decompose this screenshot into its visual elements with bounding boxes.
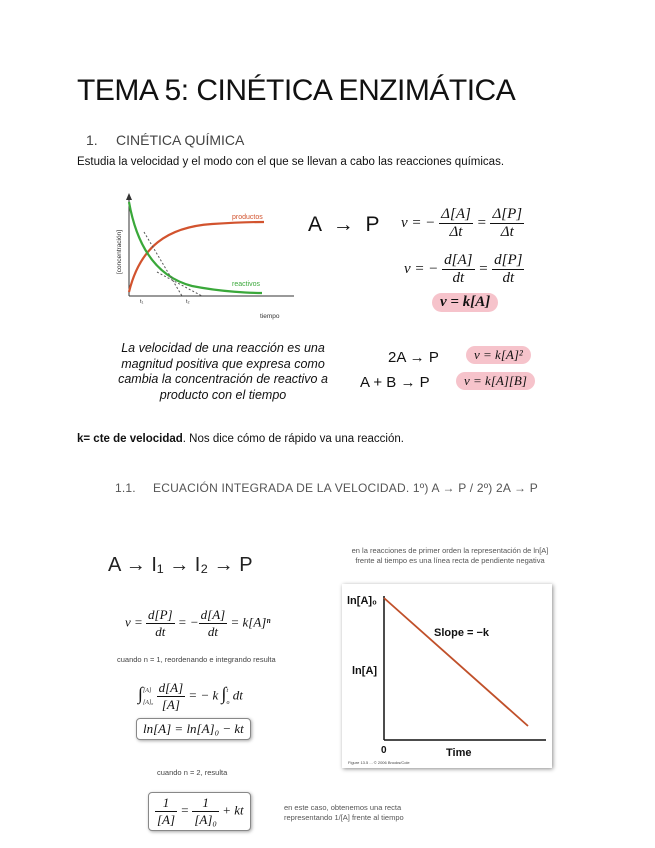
second-order-rhs: + kt xyxy=(222,802,244,818)
denominator: dt xyxy=(207,624,218,639)
second-order-equation: $\frac{1}{[A]}$ = $\frac{1}{\text{[A]₀}}$ + kt xyxy=(148,792,251,831)
numerator: Δ[A] xyxy=(441,206,471,222)
velocity-caption: La velocidad de una reacción es una magnitud positiva que expresa como cambia la concentración de reactivo a producto con el tiempo xyxy=(118,341,328,402)
t2-label: t₂ xyxy=(186,299,190,305)
numerator: Δ[P] xyxy=(492,206,523,222)
y-top-label: ln[A]₀ xyxy=(347,595,378,607)
y-axis-arrow xyxy=(126,193,132,200)
tangent-t1 xyxy=(144,232,182,296)
origin-label: 0 xyxy=(381,745,387,756)
fraction xyxy=(442,252,474,287)
fraction xyxy=(492,252,524,287)
k-explanation: . Nos dice cómo de rápido va una reacción. xyxy=(182,433,404,445)
numerator: d[A] xyxy=(200,607,226,622)
fraction xyxy=(199,607,228,640)
numerator: 1 xyxy=(192,795,219,812)
dt: dt xyxy=(232,687,243,703)
fraction xyxy=(155,795,177,828)
first-order-graph-card xyxy=(342,584,552,768)
fraction xyxy=(192,795,219,828)
note-first-order: en la reacciones de primer orden la representación de ln[A] frente al tiempo es una línea recta de pendiente negativa xyxy=(351,546,549,565)
k-term: k= cte de velocidad xyxy=(77,433,183,445)
ln-a-vs-time-graph xyxy=(342,584,552,768)
numerator: d[A] xyxy=(158,680,184,695)
denominator: [A]₀ xyxy=(194,812,217,827)
slope-label: Slope = −k xyxy=(434,627,490,639)
section-heading-1-1 xyxy=(115,481,538,495)
figure1-xlabel: tiempo xyxy=(260,313,280,320)
section-label: ECUACIÓN INTEGRADA DE LA VELOCIDAD. 1º) A → P / 2º) 2A → P xyxy=(153,481,538,495)
rate-law-ab: v = k[A][B] xyxy=(456,372,535,390)
concentration-time-graph xyxy=(112,192,302,322)
numerator: 1 xyxy=(155,795,177,812)
numerator: d[P] xyxy=(148,607,173,622)
reactivos-label: reactivos xyxy=(232,281,261,288)
integral-rhs: = − k xyxy=(188,687,219,703)
product: P xyxy=(365,213,380,236)
numerator: d[P] xyxy=(494,252,523,268)
reaction-a-plus-b: A + B → P xyxy=(360,374,430,391)
rate-law-second-order: v = k[A]² xyxy=(466,346,531,364)
v-symbol: v xyxy=(401,214,408,231)
note-n1: cuando n = 1, reordenando e integrando resulta xyxy=(117,655,276,664)
denominator: dt xyxy=(452,270,465,286)
figure1-ylabel: [concentración] xyxy=(116,229,123,275)
section-number: 1.1. xyxy=(115,481,136,495)
reaction-chain: A → I₁ → I₂ → P xyxy=(108,554,253,576)
intro-paragraph: Estudia la velocidad y el modo con el que se llevan a cabo las reacciones químicas. xyxy=(77,156,505,168)
upper-limit: t xyxy=(226,687,229,694)
fraction xyxy=(490,206,524,241)
note-n2: cuando n = 2, resulta xyxy=(157,768,228,777)
denominator: [A] xyxy=(157,812,176,827)
page-title: TEMA 5: CINÉTICA ENZIMÁTICA xyxy=(77,74,516,107)
general-law-rhs: = k[A]ⁿ xyxy=(230,614,271,630)
numerator: d[A] xyxy=(444,252,473,268)
x-axis-label: Time xyxy=(446,747,472,759)
arrow: → xyxy=(332,213,354,236)
v-symbol: v xyxy=(404,260,411,277)
fraction xyxy=(146,607,175,640)
fraction xyxy=(439,206,473,241)
first-order-equation: ln[A] = ln[A]₀ − kt xyxy=(136,718,251,740)
section-heading-1 xyxy=(86,132,244,148)
k-definition xyxy=(77,433,404,445)
lower-limit: [A]₀ xyxy=(142,699,154,706)
denominator: dt xyxy=(155,624,166,639)
note-second-order: en este caso, obtenemos una recta representando 1/[A] frente al tiempo xyxy=(284,803,404,822)
tangent-t2 xyxy=(157,272,202,296)
lower-limit: o xyxy=(226,699,230,706)
figure-credit: Figure 13.5 ... © 2006 Brooks/Cole xyxy=(348,760,410,765)
productos-label: productos xyxy=(232,214,263,221)
denominator: Δt xyxy=(449,224,463,240)
integral-equation: ∫ [A] [A]₀ $\frac{d[A]}{[A]}$ = − k ∫ t o dt xyxy=(138,680,243,712)
denominator: dt xyxy=(502,270,515,286)
general-rate-law: v = $\frac{d[P]}{dt}$ = − $\frac{d[A]}{dt}$ = k[A]ⁿ xyxy=(125,607,271,639)
section-label: CINÉTICA QUÍMICA xyxy=(116,132,245,148)
reaction-2a-to-p: 2A → P xyxy=(388,349,439,366)
reactant: A xyxy=(308,213,321,236)
fraction xyxy=(157,680,186,713)
reaction-a-to-p xyxy=(308,213,380,237)
upper-limit: [A] xyxy=(142,687,152,694)
section-number: 1. xyxy=(86,132,98,148)
rate-law-highlight: v = k[A] xyxy=(432,293,498,312)
denominator: Δt xyxy=(500,224,514,240)
rate-equation-delta: v = − $\frac{\Delta[A]}{\Delta t}$ = $\frac{\Delta[P]}{\Delta t}$ xyxy=(401,206,523,240)
denominator: [A] xyxy=(161,697,180,712)
regression-line xyxy=(384,598,528,726)
rate-equation-differential: v = − $\frac{d[A]}{dt}$ = $\frac{d[P]}{dt}$ xyxy=(404,252,523,286)
y-mid-label: ln[A] xyxy=(352,665,378,677)
t1-label: t₁ xyxy=(140,299,144,305)
